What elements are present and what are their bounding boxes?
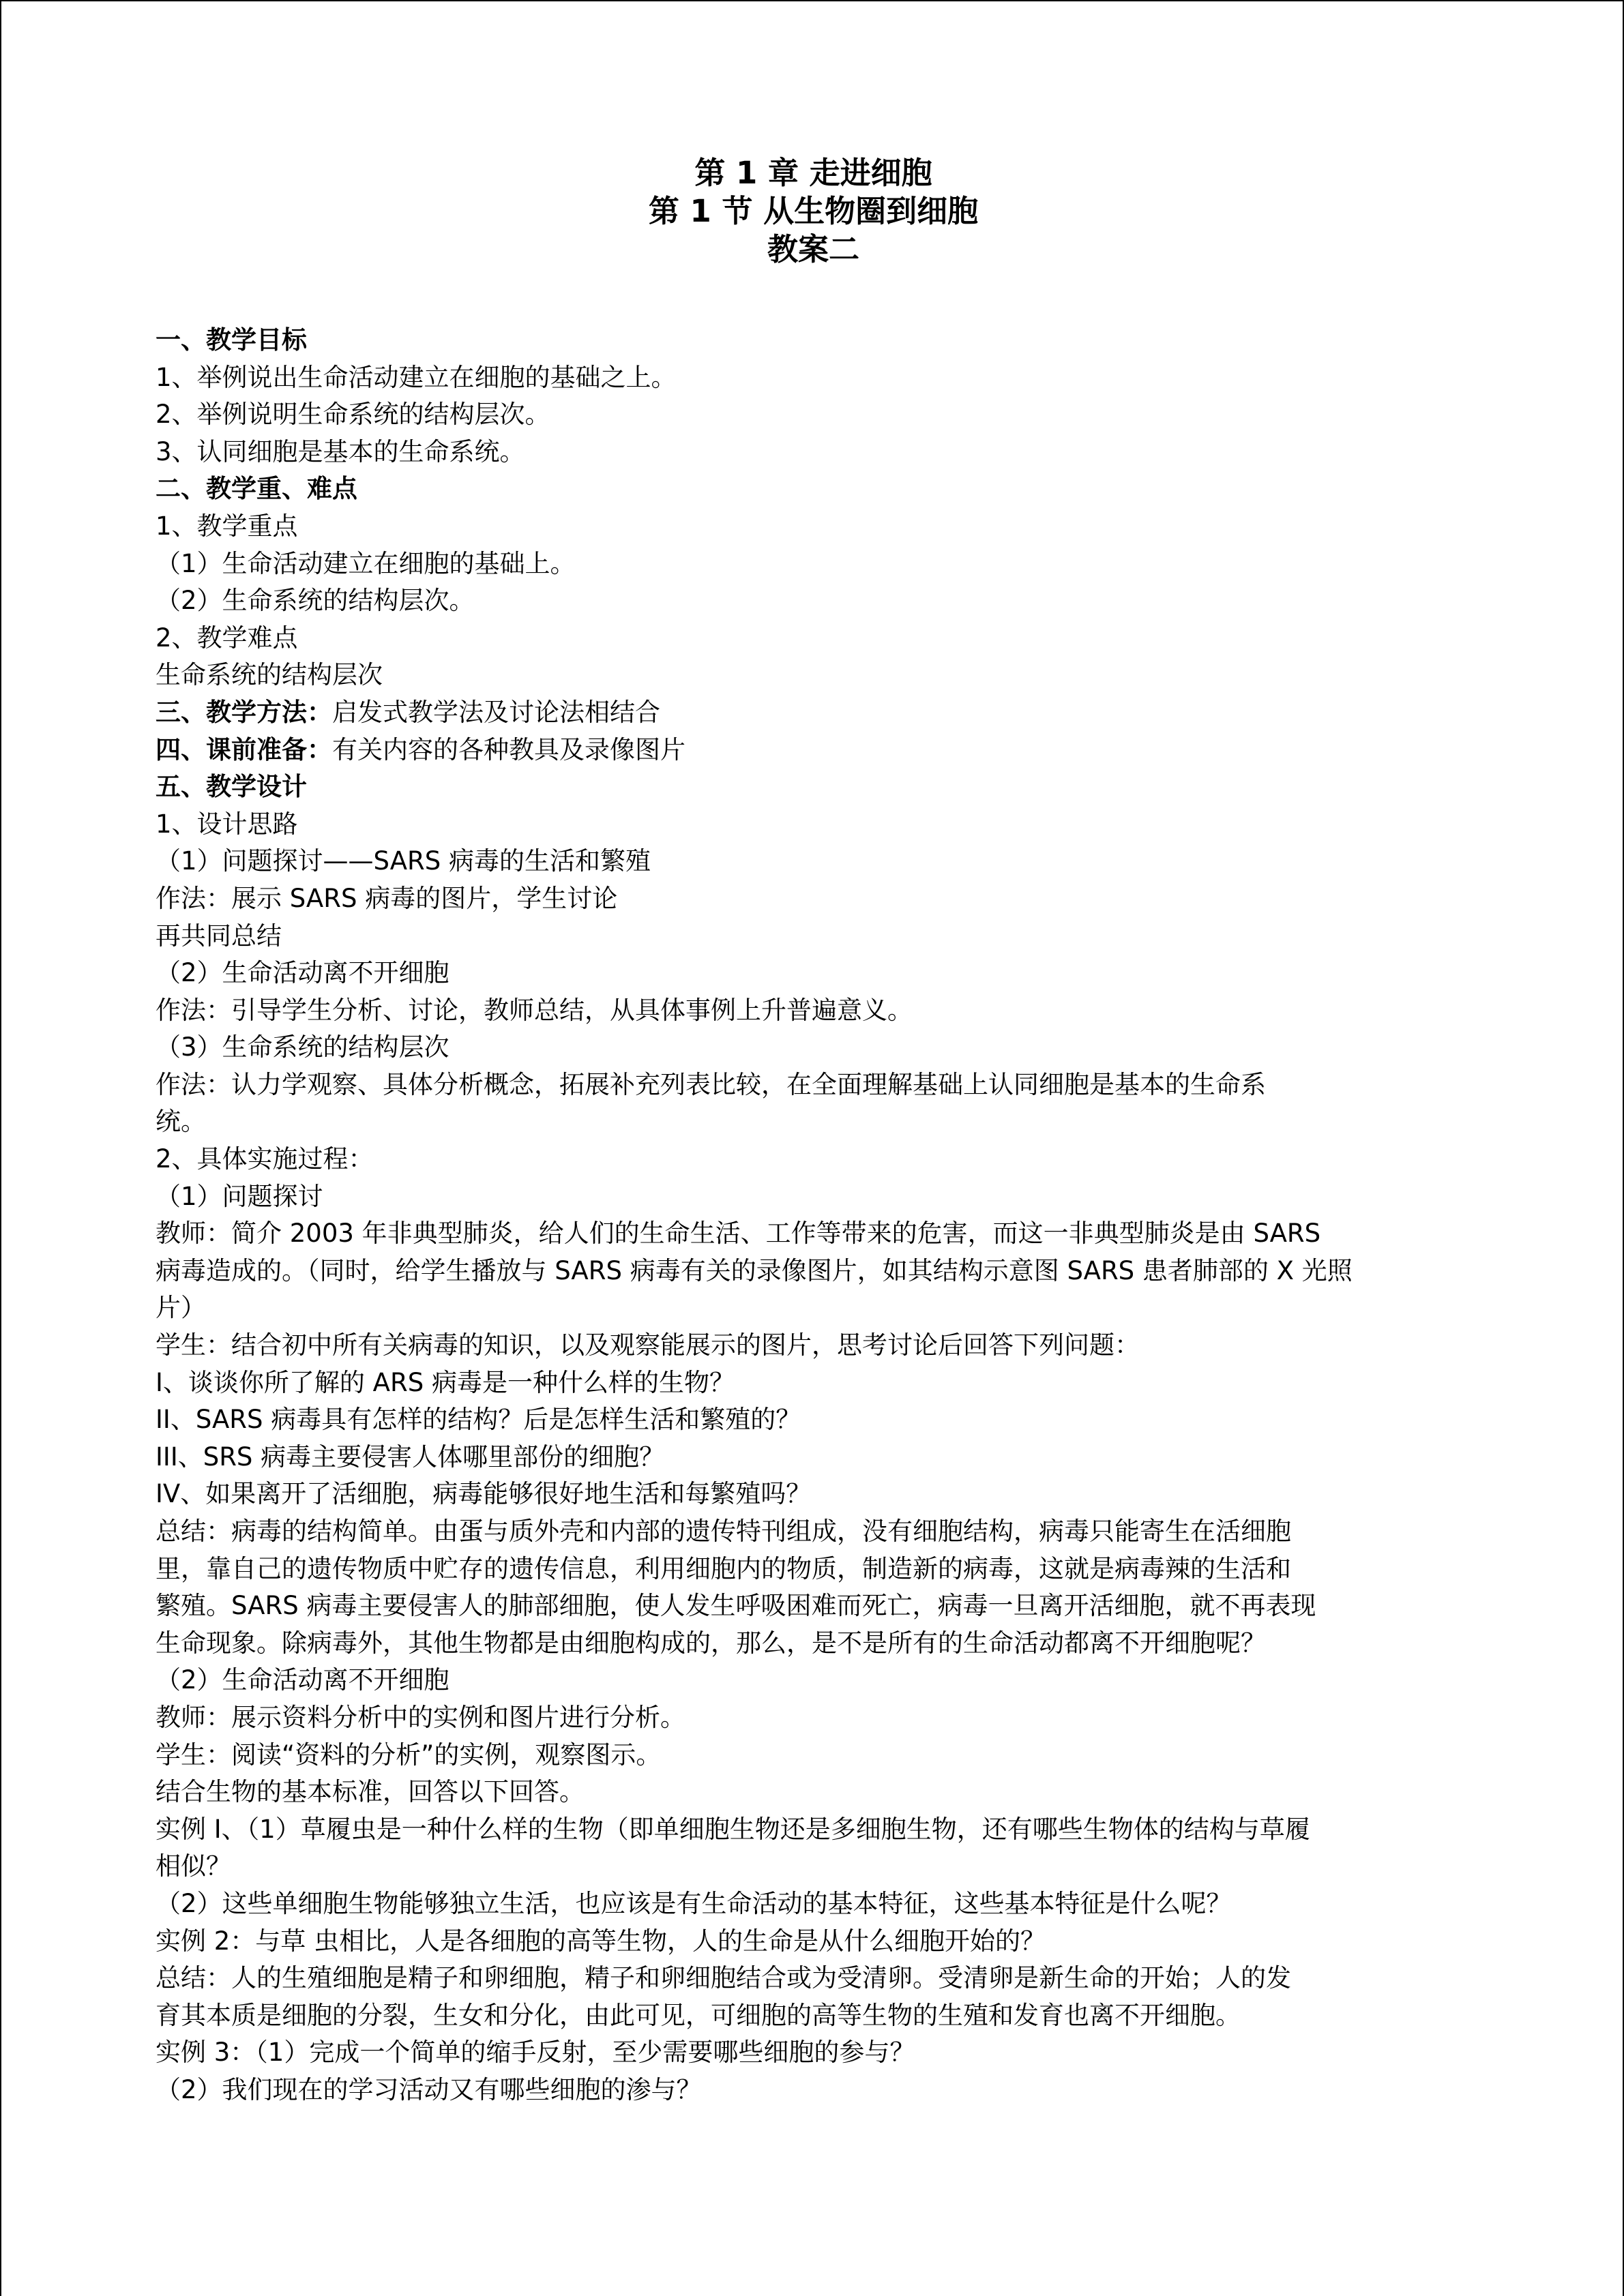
- heading-h-prep: 四、课前准备：: [156, 734, 332, 764]
- text-line-summary-1-b: [156, 1551, 1479, 1588]
- text-key-1-1: （1）生命活动建立在细胞的基础上。: [156, 548, 576, 578]
- text-key-1: 1、教学重点: [156, 511, 298, 541]
- text-example-1-b: 相似？: [156, 1851, 231, 1881]
- text-line-process-1-d: [156, 1327, 1479, 1365]
- text-process-1-a: 教师：简介 2003 年非典型肺炎，给人们的生命生活、工作等带来的危害，而这一非典型肺炎是由 SARS: [156, 1219, 1321, 1249]
- text-line-process-1-b: [156, 1253, 1479, 1290]
- text-example-1-c: （2）这些单细胞生物能够独立生活，也应该是有生命活动的基本特征，这些基本特征是什么呢？: [156, 1888, 1232, 1918]
- text-h-methods: 启发式教学法及讨论法相结合: [332, 697, 660, 727]
- text-line-summary-2-b: [156, 1997, 1479, 2035]
- text-line-process: [156, 1141, 1479, 1178]
- text-example-3-a: 实例 3：（1）完成一个简单的缩手反射，至少需要哪些细胞的参与？: [156, 2038, 915, 2068]
- heading-h-key-points: 二、教学重、难点: [156, 474, 357, 504]
- text-line-summary-1-c: [156, 1587, 1479, 1625]
- text-example-1-a: 实例 I、（1）草履虫是一种什么样的生物（即单细胞生物还是多细胞生物，还有哪些生物体的结构与草履: [156, 1814, 1310, 1844]
- text-line-summary-1-d: [156, 1625, 1479, 1663]
- text-line-process-2: [156, 1662, 1479, 1699]
- text-line-example-2: [156, 1923, 1479, 1960]
- text-process-2: （2）生命活动离不开细胞: [156, 1665, 449, 1695]
- text-line-q-3: [156, 1439, 1479, 1476]
- text-obj-2: 2、举例说明生命系统的结构层次。: [156, 400, 550, 430]
- text-line-obj-2: [156, 396, 1479, 434]
- text-key-2: 2、教学难点: [156, 623, 298, 653]
- text-line-key-1-1: [156, 546, 1479, 583]
- text-q-1: I、谈谈你所了解的 ARS 病毒是一种什么样的生物？: [156, 1367, 735, 1397]
- text-process: 2、具体实施过程：: [156, 1144, 374, 1174]
- text-line-h-objectives: [156, 322, 1479, 359]
- text-key-1-2: （2）生命系统的结构层次。: [156, 586, 475, 616]
- text-line-example-1-a: [156, 1811, 1479, 1849]
- text-line-design-1-1-b: [156, 918, 1479, 955]
- text-process-2-b: 学生：阅读“资料的分析”的实例，观察图示。: [156, 1740, 662, 1770]
- text-process-1-d: 学生：结合初中所有关病毒的知识，以及观察能展示的图片，思考讨论后回答下列问题：: [156, 1330, 1140, 1360]
- text-design-1-2-a: 作法：引导学生分析、讨论，教师总结，从具体事例上升普遍意义。: [156, 995, 913, 1025]
- text-line-h-prep: [156, 732, 1479, 769]
- text-line-key-1-2: [156, 582, 1479, 620]
- text-line-obj-3: [156, 434, 1479, 471]
- section-title: 第 1 节 从生物圈到细胞: [648, 193, 979, 229]
- text-line-design-1-3-b: [156, 1103, 1479, 1141]
- text-line-design-1: [156, 806, 1479, 844]
- text-line-process-2-c: [156, 1774, 1479, 1811]
- text-example-3-b: （2）我们现在的学习活动又有哪些细胞的渗与？: [156, 2074, 702, 2104]
- text-summary-1-a: 总结：病毒的结构简单。由蛋与质外壳和内部的遗传特刊组成，没有细胞结构，病毒只能寄生在活细胞: [156, 1517, 1291, 1546]
- text-line-example-3-a: [156, 2034, 1479, 2072]
- text-line-h-design: [156, 769, 1479, 806]
- text-line-design-1-1-a: [156, 880, 1479, 918]
- text-line-design-1-2-a: [156, 992, 1479, 1030]
- heading-h-methods: 三、教学方法：: [156, 697, 332, 727]
- text-design-1-2: （2）生命活动离不开细胞: [156, 958, 449, 988]
- text-obj-1: 1、举例说出生命活动建立在细胞的基础之上。: [156, 362, 677, 392]
- text-line-h-key-points: [156, 471, 1479, 508]
- text-line-process-2-b: [156, 1737, 1479, 1774]
- text-summary-1-d: 生命现象。除病毒外，其他生物都是由细胞构成的，那么，是不是所有的生命活动都离不开细胞呢？: [156, 1628, 1266, 1658]
- text-line-process-1-a: [156, 1215, 1479, 1253]
- lesson-plan-title: 教案二: [767, 231, 859, 267]
- heading-h-design: 五、教学设计: [156, 772, 307, 802]
- chapter-title: 第 1 章 走进细胞: [694, 155, 932, 191]
- text-summary-2-a: 总结：人的生殖细胞是精子和卵细胞，精子和卵细胞结合或为受清卵。受清卵是新生命的开始；人的发: [156, 1963, 1291, 1993]
- text-obj-3: 3、认同细胞是基本的生命系统。: [156, 436, 525, 466]
- text-line-summary-2-a: [156, 1960, 1479, 1997]
- text-line-design-1-3-a: [156, 1067, 1479, 1104]
- text-design-1-3-b: 统。: [156, 1107, 206, 1137]
- text-line-example-3-b: [156, 2072, 1479, 2109]
- text-design-1-1-b: 再共同总结: [156, 921, 282, 951]
- text-summary-1-c: 繁殖。SARS 病毒主要侵害人的肺部细胞，使人发生呼吸困难而死亡，病毒一旦离开活细胞，就不再表现: [156, 1591, 1316, 1621]
- text-example-2: 实例 2：与草 虫相比，人是各细胞的高等生物，人的生命是从什么细胞开始的？: [156, 1926, 1046, 1956]
- text-design-1-1: （1）问题探讨——SARS 病毒的生活和繁殖: [156, 846, 651, 876]
- text-line-q-4: [156, 1476, 1479, 1513]
- text-line-summary-1-a: [156, 1513, 1479, 1551]
- text-line-key-2: [156, 620, 1479, 657]
- text-h-prep: 有关内容的各种教具及录像图片: [332, 734, 685, 764]
- text-design-1-1-a: 作法：展示 SARS 病毒的图片，学生讨论: [156, 883, 618, 913]
- text-q-2: II、SARS 病毒具有怎样的结构？后是怎样生活和繁殖的？: [156, 1405, 801, 1435]
- text-summary-2-b: 育其本质是细胞的分裂，生女和分化，由此可见，可细胞的高等生物的生殖和发育也离不开细胞。: [156, 2000, 1241, 2030]
- document-body: [156, 322, 1479, 2109]
- text-key-2-1: 生命系统的结构层次: [156, 660, 383, 690]
- text-process-1-b: 病毒造成的。（同时，给学生播放与 SARS 病毒有关的录像图片，如其结构示意图 SARS 患者肺部的 X 光照: [156, 1255, 1353, 1285]
- text-design-1: 1、设计思路: [156, 809, 298, 839]
- text-line-h-methods: [156, 694, 1479, 732]
- text-design-1-3-a: 作法：认力学观察、具体分析概念，拓展补充列表比较，在全面理解基础上认同细胞是基本的生命系: [156, 1069, 1266, 1099]
- text-line-obj-1: [156, 359, 1479, 397]
- text-line-design-1-3: [156, 1029, 1479, 1067]
- text-line-process-2-a: [156, 1699, 1479, 1737]
- text-line-process-1-c: [156, 1289, 1479, 1327]
- text-line-design-1-2: [156, 955, 1479, 992]
- text-line-q-1: [156, 1365, 1479, 1402]
- text-line-q-2: [156, 1401, 1479, 1439]
- text-q-3: III、SRS 病毒主要侵害人体哪里部份的细胞？: [156, 1442, 665, 1472]
- text-process-1: （1）问题探讨: [156, 1181, 323, 1211]
- text-line-key-1: [156, 508, 1479, 546]
- text-summary-1-b: 里，靠自己的遗传物质中贮存的遗传信息，利用细胞内的物质，制造新的病毒，这就是病毒辣的生活和: [156, 1553, 1291, 1583]
- text-line-process-1: [156, 1178, 1479, 1216]
- text-process-2-c: 结合生物的基本标准，回答以下回答。: [156, 1777, 585, 1807]
- text-line-example-1-b: [156, 1848, 1479, 1885]
- text-line-key-2-1: [156, 657, 1479, 694]
- text-line-design-1-1: [156, 843, 1479, 880]
- heading-h-objectives: 一、教学目标: [156, 325, 307, 355]
- text-design-1-3: （3）生命系统的结构层次: [156, 1032, 449, 1062]
- title-block: [1, 154, 1624, 269]
- text-line-example-1-c: [156, 1885, 1479, 1923]
- text-process-2-a: 教师：展示资料分析中的实例和图片进行分析。: [156, 1702, 685, 1732]
- text-process-1-c: 片）: [156, 1293, 206, 1323]
- text-q-4: IV、如果离开了活细胞，病毒能够很好地生活和每繁殖吗？: [156, 1479, 812, 1509]
